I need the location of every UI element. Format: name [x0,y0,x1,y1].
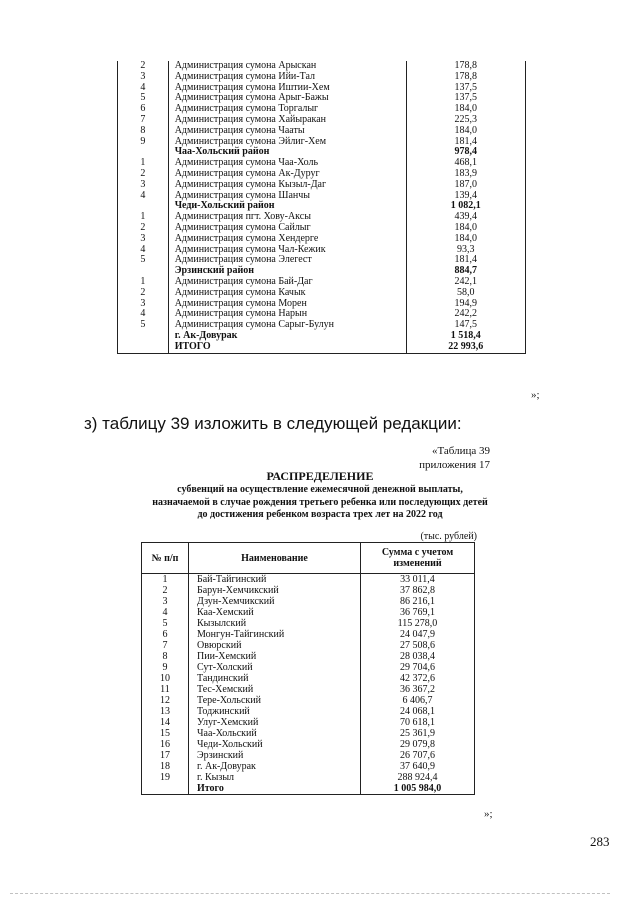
row-name: Администрация сумона Ак-Дуруг [168,169,406,180]
row-number: 7 [142,640,189,651]
row-name: Администрация сумона Нарын [168,309,406,320]
row-number: 3 [118,234,169,245]
row-number: 7 [118,115,169,126]
row-sum: 37 862,8 [361,585,475,596]
row-name: Сут-Холский [189,662,361,673]
row-number: 3 [118,180,169,191]
table-row [142,783,475,795]
row-name: Администрация пгт. Хову-Аксы [168,212,406,223]
row-number: 14 [142,717,189,728]
row-number [118,331,169,342]
row-number: 1 [118,277,169,288]
page-number: 283 [590,834,610,849]
row-name: Тандинский [189,673,361,684]
row-sum: 181,4 [406,137,526,148]
row-sum: 70 618,1 [361,717,475,728]
row-number: 5 [118,320,169,331]
row-name: Администрация сумона Арыг-Бажы [168,93,406,104]
row-name: Кызылский [189,618,361,629]
row-number: 17 [142,750,189,761]
row-name: Овюрский [189,640,361,651]
row-sum: 1 518,4 [406,331,526,342]
row-number: 2 [118,169,169,180]
row-name: Тоджинский [189,706,361,717]
table-row [118,180,526,191]
row-number [118,342,169,353]
row-sum: 184,0 [406,234,526,245]
table-caption-appendix: приложения 17 [419,459,490,471]
table-row [118,342,526,353]
row-name: г. Ак-Довурак [168,331,406,342]
row-sum: 37 640,9 [361,761,475,772]
row-sum: 6 406,7 [361,695,475,706]
row-sum: 194,9 [406,299,526,310]
row-name: Администрация сумона Хайыракан [168,115,406,126]
table-row [142,684,475,695]
table1-body [118,61,526,353]
row-name: Администрация сумона Кызыл-Даг [168,180,406,191]
row-name: Администрация сумона Чаа-Холь [168,158,406,169]
table2-body [142,574,475,795]
row-number: 1 [142,574,189,586]
table2-header-row [142,543,475,574]
row-name: Чеди-Хольский [189,739,361,750]
row-number: 3 [118,72,169,83]
row-name: Администрация сумона Хендерге [168,234,406,245]
table-row [142,574,475,586]
table-row [142,651,475,662]
row-sum: 25 361,9 [361,728,475,739]
row-number: 5 [118,93,169,104]
table-row [142,761,475,772]
row-sum: 178,8 [406,61,526,72]
table-row [142,673,475,684]
table-row [142,607,475,618]
row-name: Эрзинский [189,750,361,761]
row-number: 8 [142,651,189,662]
row-number: 2 [118,61,169,72]
row-name: Администрация сумона Ийи-Тал [168,72,406,83]
row-number: 9 [118,137,169,148]
row-name: Администрация сумона Иштии-Хем [168,83,406,94]
row-sum: 36 769,1 [361,607,475,618]
header-num: № п/п [142,543,189,574]
row-sum: 137,5 [406,83,526,94]
row-number: 5 [142,618,189,629]
row-number: 1 [118,212,169,223]
row-sum: 24 047,9 [361,629,475,640]
row-number: 4 [118,191,169,202]
row-name: Чаа-Хольский район [168,147,406,158]
row-sum: 242,2 [406,309,526,320]
row-name: Администрация сумона Сарыг-Булун [168,320,406,331]
row-number: 2 [118,288,169,299]
row-number: 9 [142,662,189,673]
row-name: Монгун-Тайгинский [189,629,361,640]
scan-edge-artifact [10,893,610,896]
row-name: Тес-Хемский [189,684,361,695]
row-name: Эрзинский район [168,266,406,277]
row-name: Итого [189,783,361,795]
row-number: 10 [142,673,189,684]
table-row [142,750,475,761]
row-name: Чеди-Хольский район [168,201,406,212]
row-sum: 147,5 [406,320,526,331]
row-number: 5 [118,255,169,266]
row-sum: 29 079,8 [361,739,475,750]
table-caption-number: «Таблица 39 [431,445,490,457]
row-sum: 225,3 [406,115,526,126]
row-number: 3 [142,596,189,607]
row-number: 11 [142,684,189,695]
row-name: Администрация сумона Качык [168,288,406,299]
row-sum: 58,0 [406,288,526,299]
table2-closing-mark: »; [484,808,493,820]
row-number: 8 [118,126,169,137]
header-name: Наименование [189,543,361,574]
row-name: Чаа-Хольский [189,728,361,739]
units-note: (тыс. рублей) [420,531,477,542]
row-sum: 468,1 [406,158,526,169]
row-sum: 22 993,6 [406,342,526,353]
row-sum: 139,4 [406,191,526,202]
row-sum: 42 372,6 [361,673,475,684]
row-sum: 24 068,1 [361,706,475,717]
row-sum: 187,0 [406,180,526,191]
row-sum: 29 704,6 [361,662,475,673]
row-name: ИТОГО [168,342,406,353]
table-row [142,640,475,651]
subsidy-table-continued [117,61,526,354]
row-name: Администрация сумона Элегест [168,255,406,266]
row-name: Администрация сумона Морен [168,299,406,310]
row-sum: 1 082,1 [406,201,526,212]
row-name: г. Кызыл [189,772,361,783]
row-number: 1 [118,158,169,169]
row-name: Пии-Хемский [189,651,361,662]
row-name: Администрация сумона Шанчы [168,191,406,202]
row-name: Администрация сумона Торгалыг [168,104,406,115]
row-sum: 242,1 [406,277,526,288]
row-name: Администрация сумона Сайлыг [168,223,406,234]
row-sum: 288 924,4 [361,772,475,783]
row-number: 18 [142,761,189,772]
table-row [142,662,475,673]
row-number: 4 [118,245,169,256]
row-sum: 33 011,4 [361,574,475,586]
row-name: Тере-Хольский [189,695,361,706]
row-sum: 28 038,4 [361,651,475,662]
table-row [118,72,526,83]
row-name: Улуг-Хемский [189,717,361,728]
row-sum: 183,9 [406,169,526,180]
table1-closing-mark: »; [531,389,540,401]
row-number: 19 [142,772,189,783]
row-sum: 978,4 [406,147,526,158]
row-sum: 178,8 [406,72,526,83]
row-name: Дзун-Хемчикский [189,596,361,607]
table-row [142,739,475,750]
row-name: Администрация сумона Арыскан [168,61,406,72]
table-row [142,706,475,717]
row-name: Администрация сумона Эйлиг-Хем [168,137,406,148]
table-row [142,585,475,596]
row-name: Каа-Хемский [189,607,361,618]
row-name: Администрация сумона Чааты [168,126,406,137]
table-row [142,728,475,739]
header-sum: Сумма с учетом изменений [361,543,475,574]
row-sum: 884,7 [406,266,526,277]
row-number: 2 [118,223,169,234]
row-sum: 1 005 984,0 [361,783,475,795]
table-row [118,288,526,299]
row-sum: 137,5 [406,93,526,104]
distribution-table [141,542,475,795]
row-number: 2 [142,585,189,596]
row-number: 4 [118,83,169,94]
row-sum: 184,0 [406,126,526,137]
row-number: 13 [142,706,189,717]
row-sum: 184,0 [406,104,526,115]
table-row [142,772,475,783]
row-name: Барун-Хемчикский [189,585,361,596]
row-number: 3 [118,299,169,310]
row-sum: 36 367,2 [361,684,475,695]
row-number: 4 [142,607,189,618]
row-sum: 181,4 [406,255,526,266]
row-number: 15 [142,728,189,739]
distribution-heading: РАСПРЕДЕЛЕНИЕ [266,469,374,483]
amendment-instruction: з) таблицу 39 изложить в следующей редакции: [84,414,462,433]
row-name: Администрация сумона Бай-Даг [168,277,406,288]
row-sum: 115 278,0 [361,618,475,629]
row-sum: 27 508,6 [361,640,475,651]
row-name: г. Ак-Довурак [189,761,361,772]
row-sum: 93,3 [406,245,526,256]
row-number: 12 [142,695,189,706]
table-row [142,629,475,640]
row-number [142,783,189,795]
row-number: 6 [118,104,169,115]
row-sum: 26 707,6 [361,750,475,761]
row-name: Бай-Тайгинский [189,574,361,586]
table-row [118,126,526,137]
table-row [142,717,475,728]
row-sum: 184,0 [406,223,526,234]
table-row [142,596,475,607]
row-number: 6 [142,629,189,640]
distribution-subheading: субвенций на осуществление ежемесячной денежной выплаты, назначаемой в случае рождения третьего ребенка или последующих детей до достижения ребенком возраста трех лет на 2022 год [152,484,488,520]
row-number: 4 [118,309,169,320]
table-row [118,234,526,245]
row-number: 16 [142,739,189,750]
row-sum: 86 216,1 [361,596,475,607]
row-sum: 439,4 [406,212,526,223]
table-row [142,695,475,706]
table-row [142,618,475,629]
row-name: Администрация сумона Чал-Кежик [168,245,406,256]
